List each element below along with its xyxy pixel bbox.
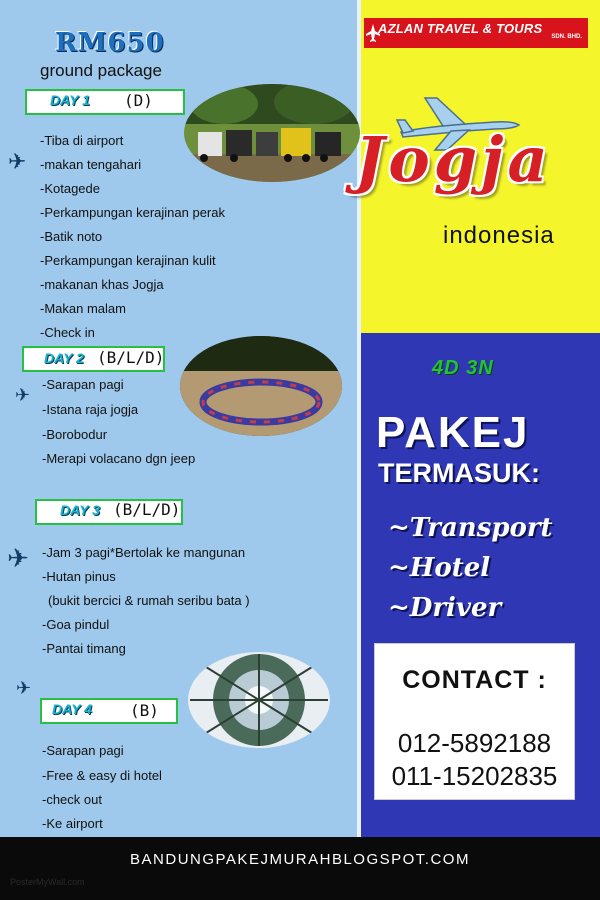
list-item: -Borobodur bbox=[42, 427, 108, 442]
contact-card bbox=[374, 643, 575, 800]
list-item: -Sarapan pagi bbox=[42, 743, 124, 758]
day-1-label: DAY 1 bbox=[50, 92, 90, 108]
destination-country: indonesia bbox=[443, 222, 555, 249]
include-item-hotel: ~Hotel bbox=[388, 553, 491, 583]
list-item: -Merapi volacano dgn jeep bbox=[42, 451, 196, 466]
include-item-driver: ~Driver bbox=[388, 593, 502, 623]
list-item: -Perkampungan kerajinan kulit bbox=[40, 253, 216, 268]
company-logo bbox=[364, 18, 588, 48]
day-4-label: DAY 4 bbox=[52, 701, 92, 717]
day-2-meals: (B/L/D) bbox=[97, 348, 165, 367]
day-1-meals: (D) bbox=[124, 91, 153, 110]
company-suffix: SDN. BHD. bbox=[551, 34, 582, 40]
package-subtitle: TERMASUK: bbox=[378, 458, 540, 488]
airplane-icon: ✈ bbox=[16, 678, 32, 699]
footer bbox=[0, 837, 600, 900]
list-item: -Sarapan pagi bbox=[42, 377, 124, 392]
list-item: -Hutan pinus bbox=[42, 569, 116, 584]
list-item: -Tiba di airport bbox=[40, 133, 124, 148]
list-item: -Perkampungan kerajinan perak bbox=[40, 205, 225, 220]
airplane-icon: ✈ bbox=[7, 544, 29, 574]
list-item: -Kotagede bbox=[40, 181, 100, 196]
list-item: -Ke airport bbox=[42, 816, 103, 831]
list-item: -Jam 3 pagi*Bertolak ke mangunan bbox=[42, 545, 246, 560]
phone-number: 012-5892188 bbox=[397, 728, 552, 758]
list-item: -Goa pindul bbox=[42, 617, 110, 632]
package-title: PAKEJ bbox=[376, 408, 530, 457]
trip-duration: 4D 3N bbox=[432, 357, 494, 379]
list-item: -makanan khas Jogja bbox=[40, 277, 164, 292]
list-item: (bukit bercici & rumah seribu bata ) bbox=[48, 593, 250, 608]
list-item: -Istana raja jogja bbox=[42, 402, 139, 417]
include-item-transport: ~Transport bbox=[388, 513, 553, 543]
day-1-box bbox=[25, 89, 185, 115]
group-photo bbox=[180, 336, 342, 436]
list-item: -Batik noto bbox=[40, 229, 103, 244]
company-name: AZLAN TRAVEL & TOURS bbox=[378, 21, 543, 36]
list-item: -Free & easy di hotel bbox=[42, 768, 162, 783]
day-4-meals: (B) bbox=[130, 701, 159, 720]
day-3-meals: (B/L/D) bbox=[113, 500, 181, 519]
list-item: -makan tengahari bbox=[40, 157, 142, 172]
contact-title: CONTACT : bbox=[402, 666, 547, 694]
day-2-label: DAY 2 bbox=[44, 350, 84, 366]
website-link[interactable]: BANDUNGPAKEJMURAHBLOGSPOT.COM bbox=[130, 851, 470, 868]
day-3-label: DAY 3 bbox=[60, 502, 100, 518]
airplane-icon: ✈ bbox=[15, 385, 31, 406]
airplane-icon: ✈ bbox=[8, 150, 27, 175]
list-item: -Pantai timang bbox=[42, 641, 126, 656]
list-item: -Makan malam bbox=[40, 301, 126, 316]
jeep-photo bbox=[184, 84, 360, 182]
package-type: ground package bbox=[40, 61, 162, 80]
watermark: PosterMyWall.com bbox=[10, 877, 85, 887]
destination-title: Jogja bbox=[355, 123, 552, 196]
list-item: -check out bbox=[42, 792, 102, 807]
phone-number: 011-15202835 bbox=[391, 761, 558, 791]
price-heading: RM650 bbox=[55, 28, 165, 58]
list-item: -Check in bbox=[40, 325, 95, 340]
pine-forest-photo bbox=[188, 652, 330, 748]
